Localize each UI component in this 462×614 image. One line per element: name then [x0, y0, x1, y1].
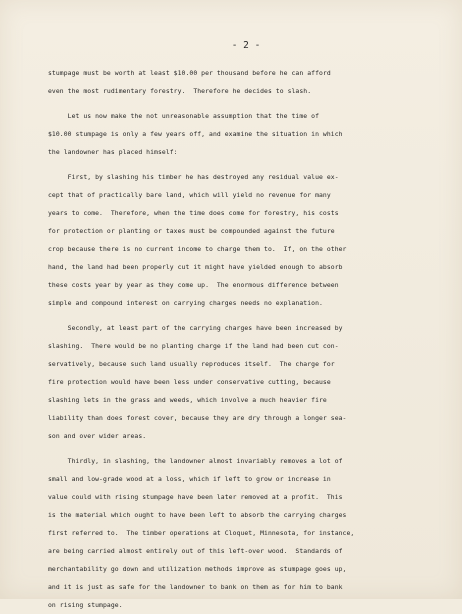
text-line: are being carried almost entirely out of this left-over wood. Standards of — [48, 547, 343, 555]
text-line: stumpage must be worth at least $10.00 per thousand before he can afford — [48, 69, 331, 77]
text-line: the landowner has placed himself: — [48, 148, 178, 156]
text-line: slashing. There would be no planting charge if the land had been cut con- — [48, 342, 339, 350]
text-line: on rising stumpage. — [48, 601, 123, 609]
document-body — [48, 64, 420, 614]
text-line: $10.00 stumpage is only a few years off, and examine the situation in which — [48, 130, 343, 138]
text-line: for protection or planting or taxes must be compounded against the future — [48, 227, 335, 235]
text-line: merchantability go down and utilization methods improve as stumpage goes up, — [48, 565, 347, 573]
text-line: simple and compound interest on carrying charges needs no explanation. — [48, 299, 323, 307]
paragraph-4 — [48, 319, 420, 445]
text-line: liability than does forest cover, because they are dry through a longer sea- — [48, 414, 347, 422]
text-line: Thirdly, in slashing, the landowner almost invariably removes a lot of — [48, 457, 343, 465]
text-line: even the most rudimentary forestry. Therefore he decides to slash. — [48, 87, 312, 95]
text-line: first referred to. The timber operations at Cloquet, Minnesota, for instance, — [48, 529, 355, 537]
text-line: slashing lets in the grass and weeds, which involve a much heavier fire — [48, 396, 327, 404]
text-line: years to come. Therefore, when the time does come for forestry, his costs — [48, 209, 339, 217]
text-line: value could with rising stumpage have been later removed at a profit. This — [48, 493, 343, 501]
text-line: fire protection would have been less under conservative cutting, because — [48, 378, 331, 386]
text-line: First, by slashing his timber he has destroyed any residual value ex- — [48, 173, 339, 181]
paragraph-1 — [48, 64, 420, 100]
text-line: crop because there is no current income to charge them to. If, on the other — [48, 245, 347, 253]
page-number: - 2 - — [231, 40, 261, 51]
text-line: and it is just as safe for the landowner to bank on them as for him to bank — [48, 583, 343, 591]
text-line: is the material which ought to have been left to absorb the carrying charges — [48, 511, 347, 519]
text-line: Let us now make the not unreasonable assumption that the time of — [48, 112, 319, 120]
text-line: hand, the land had been properly cut it might have yielded enough to absorb — [48, 263, 343, 271]
text-line: these costs year by year as they come up. The enormous difference between — [48, 281, 339, 289]
text-line: Secondly, at least part of the carrying charges have been increased by — [48, 324, 343, 332]
text-line: servatively, because such land usually reproduces itself. The charge for — [48, 360, 335, 368]
paragraph-3 — [48, 168, 420, 312]
text-line: small and low-grade wood at a loss, which if left to grow or increase in — [48, 475, 331, 483]
text-line: son and over wider areas. — [48, 432, 147, 440]
paragraph-5 — [48, 452, 420, 614]
text-line: cept that of practically bare land, which will yield no revenue for many — [48, 191, 331, 199]
paragraph-2 — [48, 107, 420, 161]
